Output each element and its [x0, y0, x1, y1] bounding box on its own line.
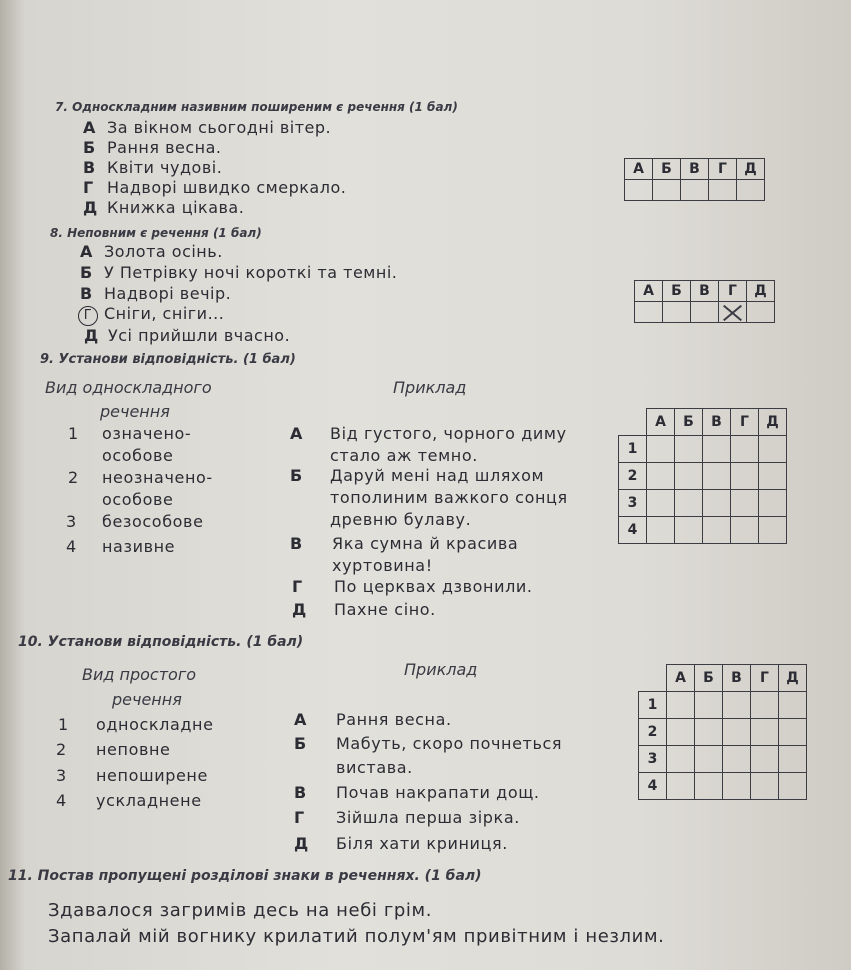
- q9-cell[interactable]: [731, 463, 759, 490]
- q9-row-3: 3: [619, 490, 647, 517]
- q10-cell[interactable]: [667, 719, 695, 746]
- q8-answer-cell-b[interactable]: [663, 302, 691, 323]
- q9-cell[interactable]: [759, 436, 787, 463]
- q10-cell[interactable]: [695, 773, 723, 800]
- q10-cell[interactable]: [751, 773, 779, 800]
- q10-row-4: 4: [639, 773, 667, 800]
- q9-left-1-cont: особове: [102, 446, 174, 465]
- q8-answer-cell-e[interactable]: [747, 302, 775, 323]
- q9-right-header: Приклад: [393, 378, 467, 397]
- q8-option-a: А Золота осінь.: [80, 242, 223, 261]
- q10-col-d: Г: [751, 665, 779, 692]
- q8-answer-cell-c[interactable]: [691, 302, 719, 323]
- q9-left-3: 3 безособове: [66, 512, 204, 531]
- q8-col-d: Г: [719, 281, 747, 302]
- q10-right-d: Г Зійшла перша зірка.: [294, 808, 520, 827]
- q9-cell[interactable]: [759, 490, 787, 517]
- q8-answer-cell-d-marked[interactable]: [719, 302, 747, 323]
- q9-row-2: 2: [619, 463, 647, 490]
- q10-left-header: Вид простого: [82, 665, 197, 684]
- q9-left-2-cont: особове: [102, 490, 174, 509]
- q7-option-e: Д Книжка цікава.: [83, 198, 245, 217]
- q9-answer-grid: [618, 408, 787, 544]
- q10-right-e: Д Біля хати криниця.: [294, 834, 508, 853]
- q9-left-header: Вид односкладного: [45, 378, 212, 397]
- q10-cell[interactable]: [779, 746, 807, 773]
- q7-answer-cell-d[interactable]: [709, 180, 737, 201]
- q10-right-a: А Рання весна.: [294, 710, 452, 729]
- q8-col-b: Б: [663, 281, 691, 302]
- q10-row-1: 1: [639, 692, 667, 719]
- q9-left-2: 2 неозначено-: [68, 468, 213, 487]
- q10-left-2: 2 неповне: [56, 740, 171, 759]
- q10-left-4: 4 ускладнене: [56, 791, 202, 810]
- q9-right-e: Д Пахне сіно.: [292, 600, 436, 619]
- q10-left-1: 1 односкладне: [58, 715, 214, 734]
- q10-cell[interactable]: [667, 746, 695, 773]
- q7-option-b: Б Рання весна.: [83, 138, 222, 157]
- q11-sentence-1: Здавалося загримів десь на небі грім.: [48, 900, 433, 921]
- q10-cell[interactable]: [667, 692, 695, 719]
- q10-cell[interactable]: [779, 692, 807, 719]
- q8-answer-grid: [634, 280, 775, 323]
- q9-cell[interactable]: [675, 463, 703, 490]
- q8-title: 8. Неповним є речення (1 бал): [50, 226, 262, 240]
- q7-answer-cell-c[interactable]: [681, 180, 709, 201]
- q7-col-d: Г: [709, 159, 737, 180]
- q9-title: 9. Установи відповідність. (1 бал): [40, 352, 296, 367]
- q10-answer-grid: [638, 664, 807, 800]
- q10-cell[interactable]: [751, 746, 779, 773]
- q9-cell[interactable]: [647, 490, 675, 517]
- q9-cell[interactable]: [675, 490, 703, 517]
- q9-right-a: А Від густого, чорного диму: [290, 424, 567, 443]
- q9-cell[interactable]: [703, 463, 731, 490]
- q9-cell[interactable]: [731, 517, 759, 544]
- q7-answer-cell-b[interactable]: [653, 180, 681, 201]
- q10-row-2: 2: [639, 719, 667, 746]
- q9-col-c: В: [703, 409, 731, 436]
- q8-option-c: В Надворі вечір.: [80, 284, 232, 303]
- q8-col-a: А: [635, 281, 663, 302]
- q8-option-e: Д Усі прийшли вчасно.: [84, 326, 291, 345]
- q9-col-e: Д: [759, 409, 787, 436]
- q10-row-3: 3: [639, 746, 667, 773]
- q7-answer-cell-e[interactable]: [737, 180, 765, 201]
- q9-cell[interactable]: [703, 517, 731, 544]
- q10-cell[interactable]: [667, 773, 695, 800]
- q9-left-1: 1 означено-: [68, 424, 192, 443]
- q9-right-b: Б Даруй мені над шляхом: [290, 466, 545, 485]
- q10-right-c: В Почав накрапати дощ.: [294, 783, 540, 802]
- q10-col-e: Д: [779, 665, 807, 692]
- q10-cell[interactable]: [723, 719, 751, 746]
- q9-right-c: В Яка сумна й красива: [290, 534, 519, 553]
- q10-cell[interactable]: [723, 773, 751, 800]
- q10-right-header: Приклад: [404, 660, 478, 679]
- q10-cell[interactable]: [695, 746, 723, 773]
- q7-col-b: Б: [653, 159, 681, 180]
- q9-cell[interactable]: [675, 436, 703, 463]
- q9-row-1: 1: [619, 436, 647, 463]
- q10-cell[interactable]: [723, 692, 751, 719]
- q9-corner-cell: [619, 409, 647, 436]
- q7-col-e: Д: [737, 159, 765, 180]
- q10-title: 10. Установи відповідність. (1 бал): [18, 634, 304, 650]
- q7-answer-grid: [624, 158, 765, 201]
- q9-cell[interactable]: [703, 490, 731, 517]
- q10-cell[interactable]: [751, 719, 779, 746]
- q9-row-4: 4: [619, 517, 647, 544]
- q9-col-a: А: [647, 409, 675, 436]
- q7-option-d: Г Надворі швидко смеркало.: [83, 178, 347, 197]
- q9-cell[interactable]: [675, 517, 703, 544]
- q10-right-b-cont: вистава.: [336, 758, 413, 777]
- q10-cell[interactable]: [779, 773, 807, 800]
- q10-left-header-2: речення: [112, 690, 182, 709]
- q9-cell[interactable]: [647, 436, 675, 463]
- q10-cell[interactable]: [779, 719, 807, 746]
- q9-cell[interactable]: [731, 436, 759, 463]
- q8-option-d-selected: Г Сніги, сніги...: [78, 304, 224, 326]
- q10-cell[interactable]: [723, 746, 751, 773]
- q7-col-a: А: [625, 159, 653, 180]
- q9-right-b-cont: тополиним важкого сонця: [330, 488, 568, 507]
- q9-cell[interactable]: [759, 517, 787, 544]
- q11-title: 11. Постав пропущені розділові знаки в реченнях. (1 бал): [8, 868, 482, 884]
- q10-col-b: Б: [695, 665, 723, 692]
- q8-answer-cell-a[interactable]: [635, 302, 663, 323]
- q9-right-a-cont: стало аж темно.: [330, 446, 478, 465]
- q8-col-e: Д: [747, 281, 775, 302]
- q7-title: 7. Односкладним називним поширеним є речення (1 бал): [55, 100, 458, 114]
- q10-left-3: 3 непоширене: [56, 766, 208, 785]
- q11-sentence-2: Запалай мій вогнику крилатий полум'ям привітним і незлим.: [48, 926, 665, 947]
- q9-left-4: 4 називне: [66, 537, 176, 556]
- q9-cell[interactable]: [731, 490, 759, 517]
- q7-option-c: В Квіти чудові.: [83, 158, 223, 177]
- q10-corner-cell: [639, 665, 667, 692]
- selected-answer-circle: Г: [78, 306, 98, 326]
- q8-col-c: В: [691, 281, 719, 302]
- q9-left-header-2: речення: [100, 402, 170, 421]
- q9-right-c-cont: хуртовина!: [332, 556, 433, 575]
- q7-answer-cell-a[interactable]: [625, 180, 653, 201]
- q9-cell[interactable]: [703, 436, 731, 463]
- q7-option-a: А За вікном сьогодні вітер.: [83, 118, 332, 137]
- q10-right-b: Б Мабуть, скоро почнеться: [294, 734, 563, 753]
- q9-right-b-cont-2: древню булаву.: [330, 510, 472, 529]
- q9-col-b: Б: [675, 409, 703, 436]
- q9-cell[interactable]: [647, 517, 675, 544]
- q9-right-d: Г По церквах дзвонили.: [292, 577, 533, 596]
- q9-cell[interactable]: [759, 463, 787, 490]
- q8-option-b: Б У Петрівку ночі короткі та темні.: [80, 263, 398, 282]
- q9-col-d: Г: [731, 409, 759, 436]
- q10-col-c: В: [723, 665, 751, 692]
- q9-cell[interactable]: [647, 463, 675, 490]
- q10-cell[interactable]: [751, 692, 779, 719]
- q10-cell[interactable]: [695, 719, 723, 746]
- q7-col-c: В: [681, 159, 709, 180]
- q10-cell[interactable]: [695, 692, 723, 719]
- q10-col-a: А: [667, 665, 695, 692]
